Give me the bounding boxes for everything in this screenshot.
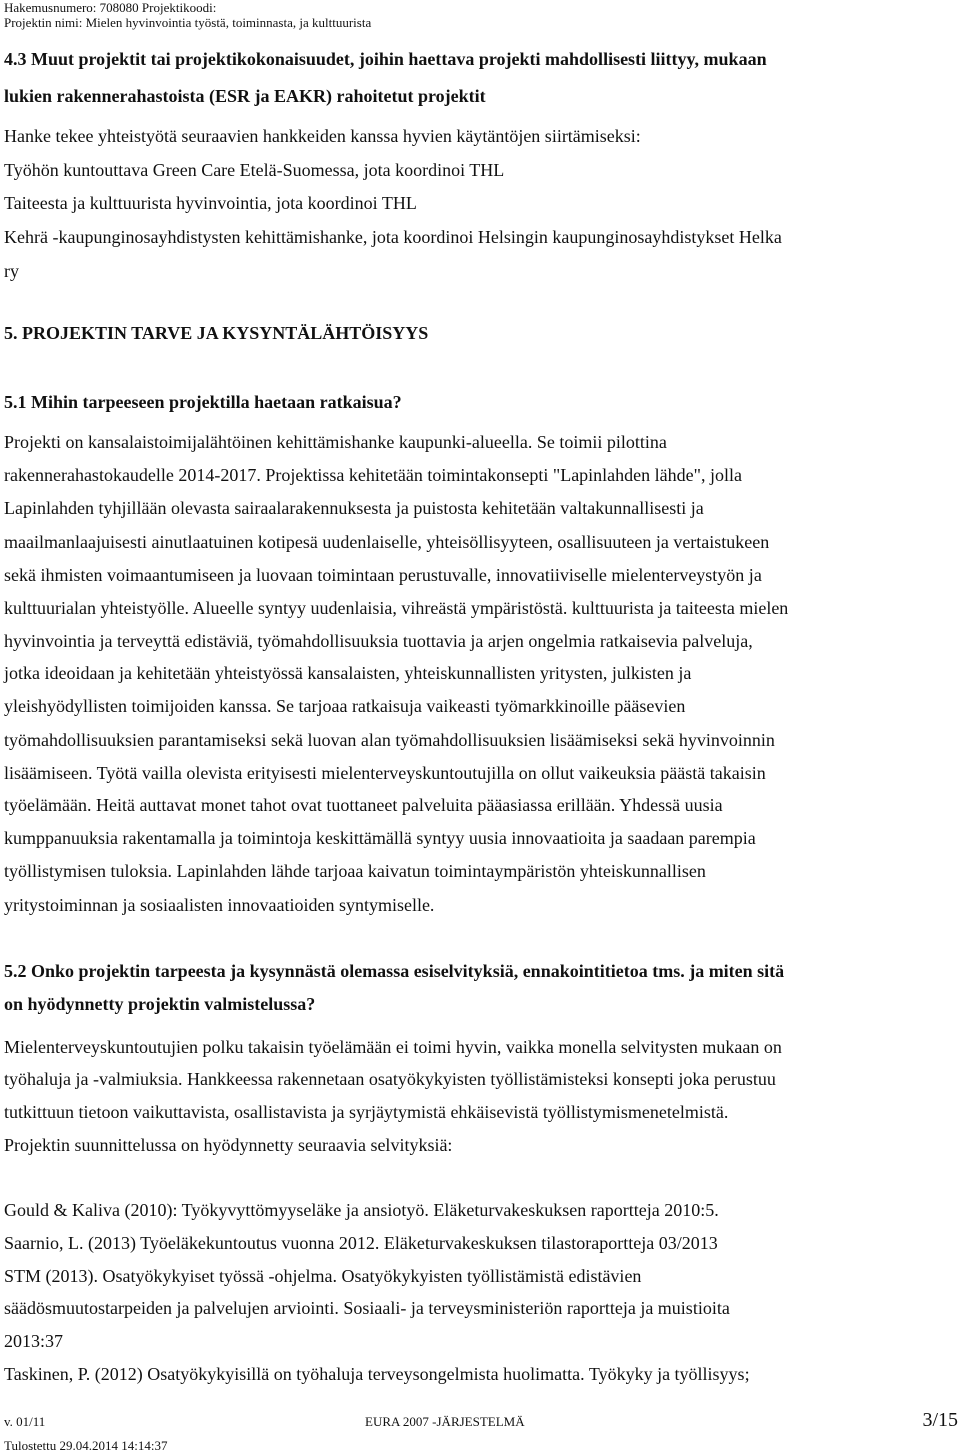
body-line: yleishyödyllisten toimijoiden kanssa. Se tarjoaa ratkaisuja vaikeasti työmarkkinoille pääsevien — [4, 696, 686, 716]
body-line: Työhön kuntouttava Green Care Etelä-Suomessa, jota koordinoi THL — [4, 160, 505, 180]
body-line: työllistymisen tuloksia. Lapinlahden lähde tarjoaa kaivatun toimintaympäristön yhteiskunnallisen — [4, 861, 706, 881]
reference-line: Taskinen, P. (2012) Osatyökykyisillä on työhaluja terveysongelmista huolimatta. Työkyky ja työllisyys; — [4, 1364, 750, 1384]
section-heading: 5.1 Mihin tarpeeseen projektilla haetaan ratkaisua? — [4, 392, 402, 412]
section-heading: on hyödynnetty projektin valmistelussa? — [4, 994, 316, 1014]
section-5-heading: 5. PROJEKTIN TARVE JA KYSYNTÄLÄHTÖISYYS — [4, 323, 429, 343]
reference-line: Gould & Kaliva (2010): Työkyvyttömyyseläke ja ansiotyö. Eläketurvakeskuksen raportteja 2010:5. — [4, 1200, 719, 1220]
header-project-name: Projektin nimi: Mielen hyvinvointia työstä, toiminnasta, ja kulttuurista — [4, 15, 372, 30]
reference-line: STM (2013). Osatyökykyiset työssä -ohjelma. Osatyökykyisten työllistämistä edistävien — [4, 1266, 642, 1286]
footer-print-timestamp: Tulostettu 29.04.2014 14:14:37 — [4, 1438, 168, 1453]
page-number: 3/15 — [922, 1409, 958, 1431]
body-line: Kehrä -kaupunginosayhdistysten kehittämishanke, jota koordinoi Helsingin kaupunginosayhdistykset Helka — [4, 227, 782, 247]
section-heading: 4.3 Muut projektit tai projektikokonaisuudet, joihin haettava projekti mahdollisesti liittyy, mukaan — [4, 49, 767, 69]
section-heading: 5.2 Onko projektin tarpeesta ja kysynnästä olemassa esiselvityksiä, ennakointitietoa tms. ja miten sitä — [4, 961, 785, 981]
body-line: hyvinvointia ja terveyttä edistäviä, työmahdollisuuksia tuottavia ja arjen ongelmia ratkaisevia palveluja, — [4, 631, 753, 651]
body-line: työmahdollisuuksien parantamiseksi sekä luovan alan työmahdollisuuksien lisäämiseksi sekä hyvinvoinnin — [4, 730, 775, 750]
reference-line: 2013:37 — [4, 1331, 64, 1351]
body-line: sekä ihmisten voimaantumiseen ja luovaan toimintaan perustuvalle, innovatiiviselle mielenterveystyön ja — [4, 565, 762, 585]
footer-system-name: EURA 2007 -JÄRJESTELMÄ — [365, 1414, 525, 1429]
body-line: Projektin suunnittelussa on hyödynnetty seuraavia selvityksiä: — [4, 1135, 453, 1155]
body-line: tutkittuun tietoon vaikuttavista, osallistavista ja syrjäytymistä ehkäisevistä työllistymismenetelmistä. — [4, 1102, 729, 1122]
body-line: työelämään. Heitä auttavat monet tahot ovat tuottaneet palveluita pääasiassa erillään. Yhdessä uusia — [4, 795, 723, 815]
header-application-number: Hakemusnumero: 708080 Projektikoodi: — [4, 0, 217, 15]
body-line: rakennerahastokaudelle 2014-2017. Projektissa kehitetään toimintakonsepti "Lapinlahden lähde", jolla — [4, 465, 742, 485]
reference-line: Saarnio, L. (2013) Työeläkekuntoutus vuonna 2012. Eläketurvakeskuksen tilastoraportteja 03/2013 — [4, 1233, 718, 1253]
body-line: kumppanuuksia rakentamalla ja toimintoja keskittämällä syntyy uusia innovaatioita ja saadaan parempia — [4, 828, 756, 848]
body-line: jotka ideoidaan ja kehitetään yhteistyössä kansalaisten, yhteiskunnallisten yritysten, julkisten ja — [4, 663, 692, 683]
footer-version: v. 01/11 — [4, 1414, 46, 1429]
body-line: työhaluja ja -valmiuksia. Hankkeessa rakennetaan osatyökykyisten työllistämisteksi konsepti joka perustuu — [4, 1069, 776, 1089]
body-line: kulttuurialan yhteistyölle. Alueelle syntyy uudenlaisia, vihreästä ympäristöstä. kulttuurista ja taiteesta mielen — [4, 598, 789, 618]
body-line: Mielenterveyskuntoutujien polku takaisin työelämään ei toimi hyvin, vaikka monella selvitysten mukaan on — [4, 1037, 782, 1057]
body-line: lisäämiseen. Työtä vailla olevista erityisesti mielenterveyskuntoutujilla on ollut vaikeuksia päästä takaisin — [4, 763, 766, 783]
body-line: Taiteesta ja kulttuurista hyvinvointia, jota koordinoi THL — [4, 193, 417, 213]
body-line: yritystoiminnan ja sosiaalisten innovaatioiden syntymiselle. — [4, 895, 435, 915]
body-line: ry — [4, 261, 19, 281]
body-line: Projekti on kansalaistoimijalähtöinen kehittämishanke kaupunki-alueella. Se toimii pilottina — [4, 432, 667, 452]
body-line: Lapinlahden tyhjillään olevasta sairaalarakennuksesta ja puistosta kehitetään valtakunnallisesti ja — [4, 498, 704, 518]
body-line: Hanke tekee yhteistyötä seuraavien hankkeiden kanssa hyvien käytäntöjen siirtämiseksi: — [4, 126, 641, 146]
body-line: maailmanlaajuisesti ainutlaatuinen kotipesä uudenlaiselle, yhteisöllisyyteen, osallisuuteen ja vertaistukeen — [4, 532, 770, 552]
section-heading: lukien rakennerahastoista (ESR ja EAKR) rahoitetut projektit — [4, 86, 486, 106]
reference-line: säädösmuutostarpeiden ja palvelujen arviointi. Sosiaali- ja terveysministeriön raportteja ja muistioita — [4, 1298, 730, 1318]
